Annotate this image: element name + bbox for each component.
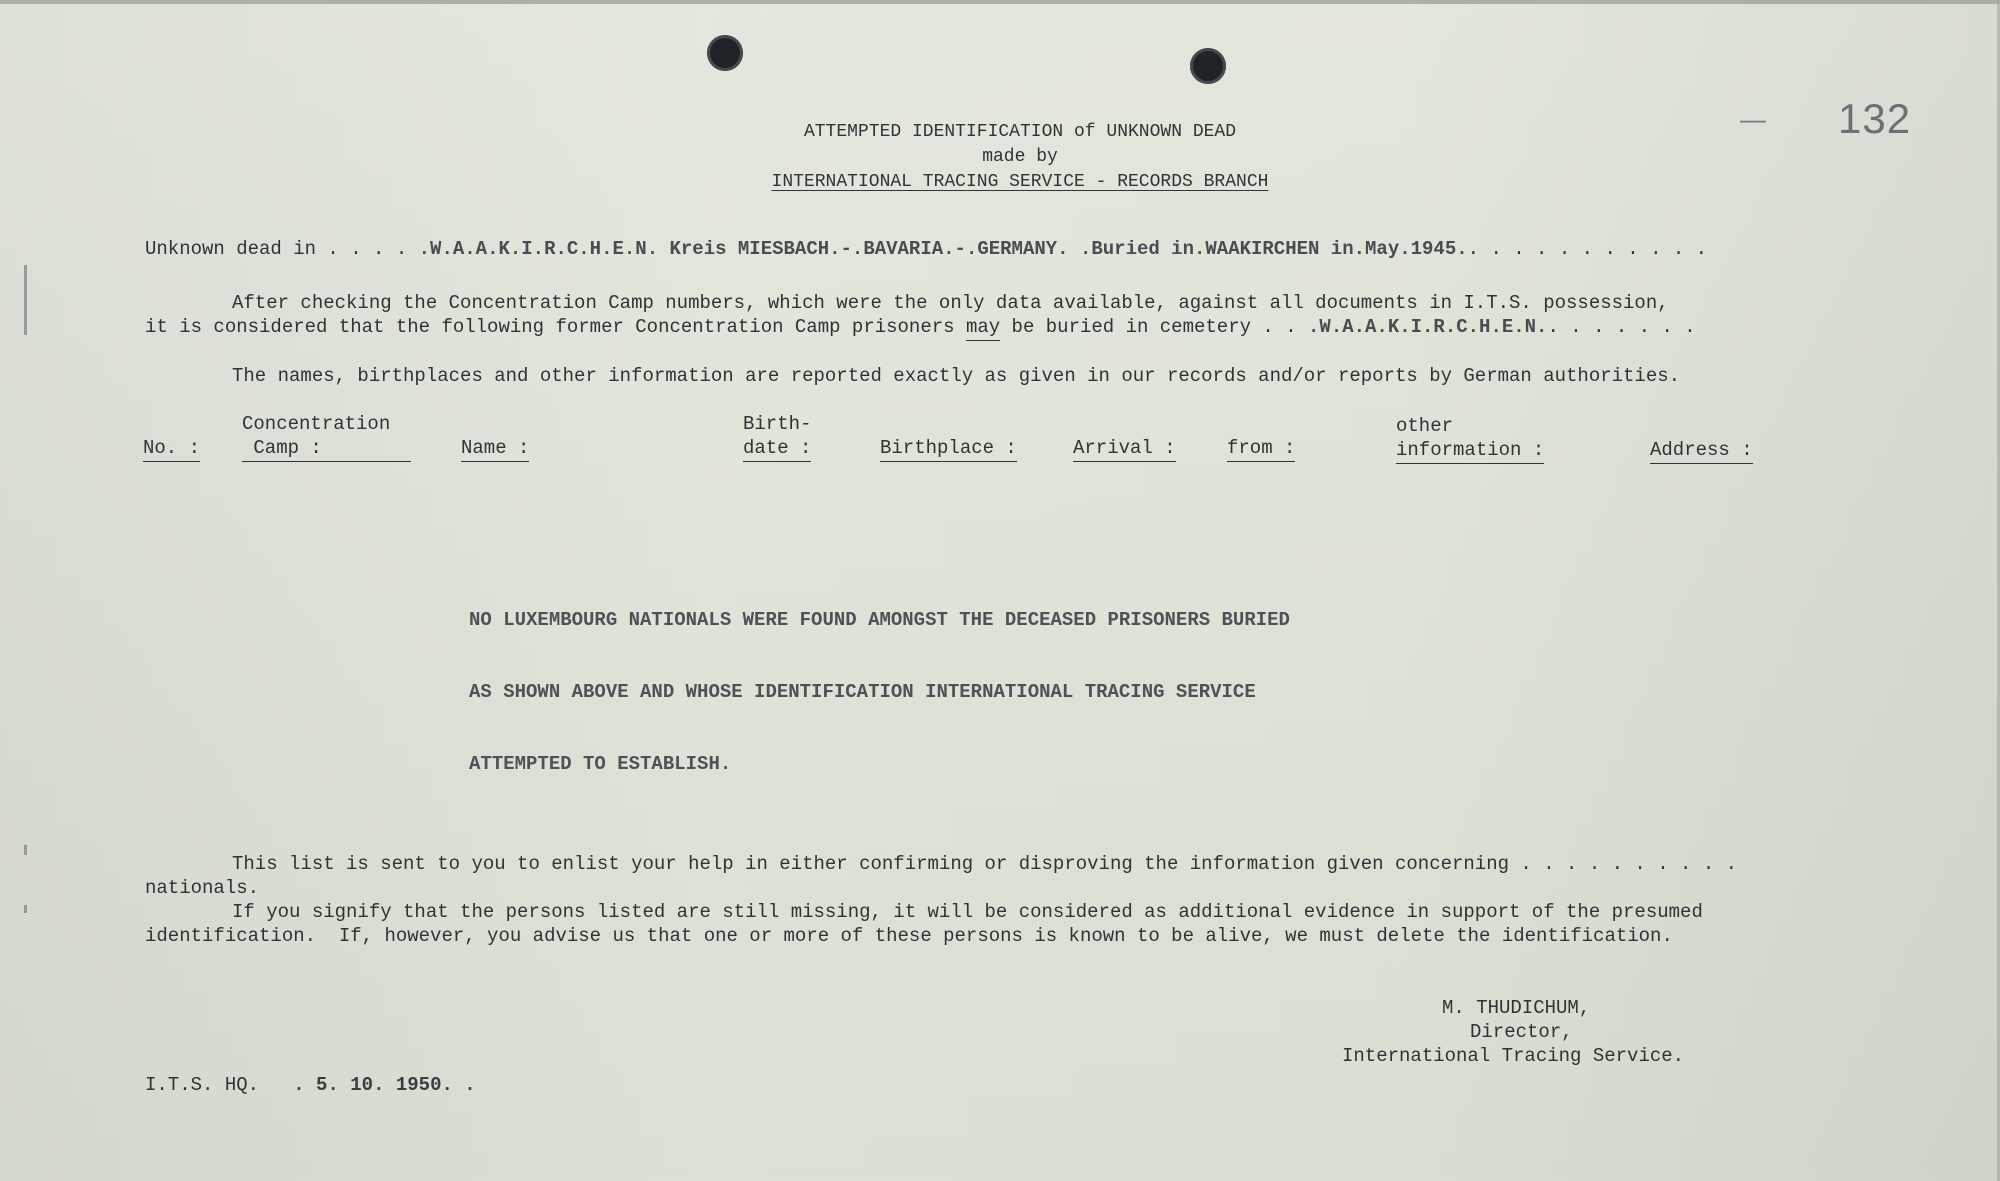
unknown-dead-location: .W.A.A.K.I.R.C.H.E.N. Kreis MIESBACH.-.BAVARIA.-.GERMANY. .Buried in.WAAKIRCHEN in.May.1945. (418, 238, 1468, 260)
signatory-name: M. THUDICHUM, (1442, 997, 1591, 1019)
unknown-dead-prefix: Unknown dead in . . . . (145, 238, 419, 260)
column-arrival: Arrival : (1073, 436, 1176, 462)
footer-line (145, 1073, 476, 1097)
help-line-2: nationals. (145, 877, 260, 899)
punch-hole (1190, 48, 1226, 84)
help-line-1: This list is sent to you to enlist your help in either confirming or disproving the information given concerning . . . . . . . . . . (232, 853, 1738, 875)
heading-line-3: INTERNATIONAL TRACING SERVICE - RECORDS BRANCH (771, 172, 1269, 192)
signature-block (1320, 996, 1780, 1068)
checking-line-2-start: it is considered that the following former Concentration Camp prisoners (145, 316, 966, 338)
heading-line-2: made by (982, 147, 1058, 167)
column-birth-top: Birth- (743, 413, 812, 435)
column-from: from : (1227, 436, 1295, 462)
unknown-dead-suffix: . . . . . . . . . . . (1467, 238, 1708, 260)
no-nationals-notice (469, 560, 1449, 824)
checking-line-2-mid: be buried in cemetery . . (1000, 316, 1309, 338)
column-no: No. : (143, 436, 200, 462)
column-birthdate: date : (743, 436, 811, 462)
missing-line-2: identification. If, however, you advise us that one or more of these persons is known to be alive, we must delete the identification. (145, 925, 1673, 947)
margin-mark (24, 845, 27, 855)
column-other-top: other (1396, 415, 1454, 437)
unknown-dead-line (145, 237, 1707, 261)
column-address: Address : (1650, 438, 1753, 464)
column-name: Name : (461, 436, 529, 462)
notice-line-1: NO LUXEMBOURG NATIONALS WERE FOUND AMONGST THE DECEASED PRISONERS BURIED (469, 609, 1290, 631)
page-top-edge (0, 0, 2000, 4)
names-note: The names, birthplaces and other information are reported exactly as given in our records and/or reports by German authorities. (232, 365, 1681, 387)
margin-mark (24, 905, 27, 913)
column-birthplace: Birthplace : (880, 436, 1017, 462)
document-heading (620, 120, 1420, 195)
notice-line-3: ATTEMPTED TO ESTABLISH. (469, 753, 732, 775)
margin-mark (24, 265, 27, 335)
checking-line-2-end: . . . . . . . (1547, 316, 1696, 338)
column-camp: Camp : (242, 436, 411, 462)
document-date: . 5. 10. 1950. . (293, 1074, 476, 1096)
missing-line-1: If you signify that the persons listed are still missing, it will be considered as additional evidence in support of the presumed (232, 901, 1703, 923)
column-other-information: information : (1396, 438, 1544, 464)
punch-hole (707, 35, 743, 71)
column-camp-top: Concentration (242, 413, 391, 435)
page-number: 132 (1838, 95, 1912, 142)
signatory-organization: International Tracing Service. (1342, 1045, 1685, 1067)
cemetery-place: .W.A.A.K.I.R.C.H.E.N. (1308, 316, 1548, 338)
may-word: may (966, 315, 1000, 341)
office-label: I.T.S. HQ. (145, 1074, 260, 1096)
notice-line-2: AS SHOWN ABOVE AND WHOSE IDENTIFICATION INTERNATIONAL TRACING SERVICE (469, 681, 1256, 703)
heading-line-1: ATTEMPTED IDENTIFICATION of UNKNOWN DEAD (803, 122, 1237, 142)
checking-line-2 (145, 315, 1696, 341)
page-dash: — (1740, 104, 1766, 134)
signatory-title: Director, (1470, 1021, 1573, 1043)
checking-line-1: After checking the Concentration Camp numbers, which were the only data available, against all documents in I.T.S. possession, (232, 292, 1669, 314)
